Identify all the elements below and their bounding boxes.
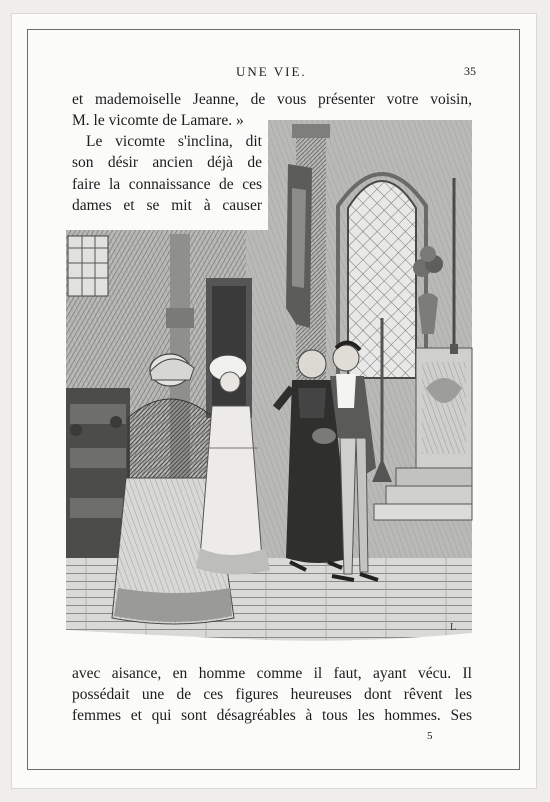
running-title: UNE VIE. xyxy=(236,64,307,79)
running-head xyxy=(70,64,476,84)
text-line: avec aisance, en homme comme il faut, ayant vécu. Il xyxy=(72,665,472,682)
text-line: possédait une de ces figures heureuses dont rêvent les xyxy=(72,686,472,703)
text-line: M. le vicomte de Lamare. » xyxy=(72,112,244,129)
page-number: 35 xyxy=(464,64,476,78)
engraver-monogram: L xyxy=(450,622,457,633)
text-line: faire la connaissance de ces xyxy=(72,176,262,193)
text-line: et mademoiselle Jeanne, de vous présenter votre voisin, xyxy=(72,91,472,108)
text-line: femmes et qui sont désagréables à tous les hommes. Ses xyxy=(72,707,472,724)
signature-mark: 5 xyxy=(427,730,433,742)
text-line: dames et se mit à causer xyxy=(72,197,262,214)
engraving-illustration xyxy=(66,118,474,646)
text-line: Le vicomte s'inclina, dit xyxy=(86,133,262,150)
text-line: son désir ancien déjà de xyxy=(72,154,262,171)
